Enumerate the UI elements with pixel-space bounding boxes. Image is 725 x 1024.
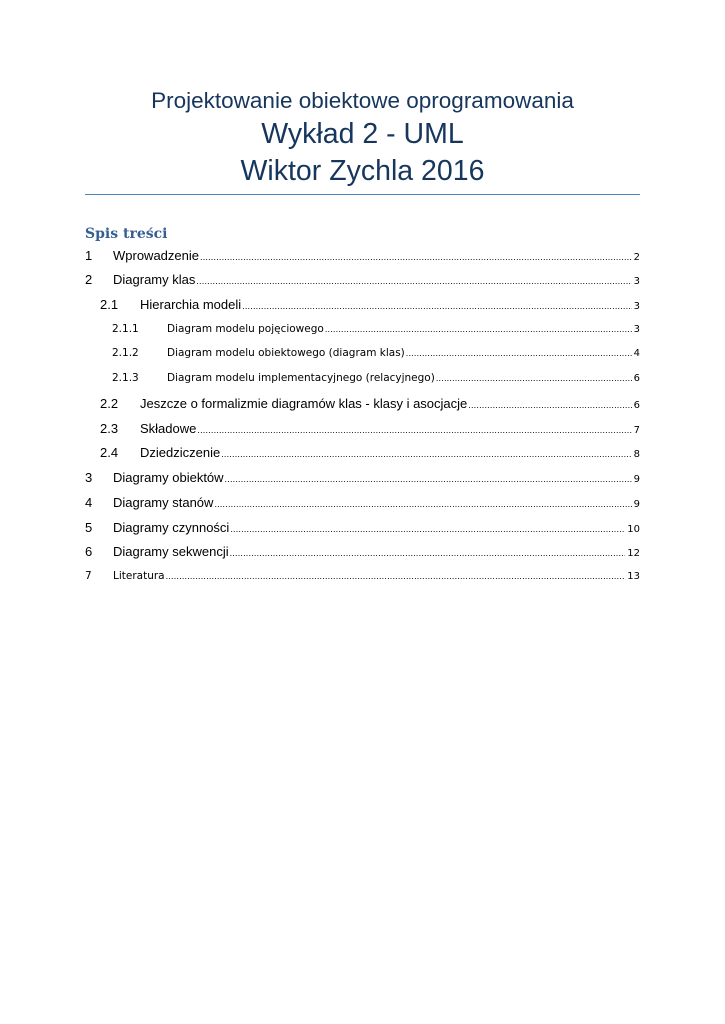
toc-entry-title: Diagram modelu obiektowego (diagram klas) <box>167 347 405 359</box>
toc-entry-number: 2.3 <box>100 421 119 436</box>
toc-entry-page: 3 <box>633 324 640 335</box>
toc-entry-2-3[interactable] <box>85 421 640 439</box>
toc-entry-title: Diagram modelu implementacyjnego (relacyjnego) <box>167 372 435 384</box>
toc-entry-5[interactable] <box>85 520 640 538</box>
toc-entry-title: Diagramy sekwencji <box>113 544 229 559</box>
toc-entry-page: 8 <box>633 449 640 460</box>
toc-entry-number: 2.1.2 <box>112 347 139 359</box>
toc-leader-dots <box>436 373 632 383</box>
toc-entry-title: Diagramy klas <box>113 272 196 287</box>
toc-entry-page: 3 <box>633 301 640 312</box>
toc-leader-dots <box>325 324 632 334</box>
toc-entry-title: Diagram modelu pojęciowego <box>167 323 324 335</box>
toc-entry-number: 7 <box>85 570 92 582</box>
toc-leader-dots <box>406 348 632 358</box>
toc-entry-6[interactable] <box>85 544 640 562</box>
toc-entry-page: 9 <box>633 499 640 510</box>
toc-entry-number: 3 <box>85 470 93 485</box>
toc-entry-number: 2.1.1 <box>112 323 139 335</box>
toc-leader-dots <box>197 425 631 435</box>
toc-entry-number: 2.4 <box>100 445 119 460</box>
toc-entry-number: 2.1.3 <box>112 372 139 384</box>
toc-entry-number: 6 <box>85 544 93 559</box>
toc-entry-title: Literatura <box>113 570 165 582</box>
toc-entry-2-1-2[interactable] <box>85 347 640 365</box>
toc-entry-title: Diagramy czynności <box>113 520 230 535</box>
title-course: Projektowanie obiektowe oprogramowania <box>151 88 574 113</box>
toc-entry-4[interactable] <box>85 495 640 513</box>
toc-entry-2[interactable] <box>85 272 640 290</box>
toc-heading: Spis treści <box>85 226 168 242</box>
toc-entry-number: 2.2 <box>100 396 119 411</box>
document-title <box>85 86 640 190</box>
toc-leader-dots <box>221 449 631 459</box>
toc-entry-page: 4 <box>633 348 640 359</box>
toc-entry-page: 7 <box>633 425 640 436</box>
toc-entry-page: 12 <box>627 548 640 559</box>
toc-entry-title: Hierarchia modeli <box>140 297 242 312</box>
toc-entry-page: 10 <box>627 524 640 535</box>
toc-entry-page: 2 <box>633 252 640 263</box>
toc-entry-title: Diagramy obiektów <box>113 470 224 485</box>
toc-entry-title: Dziedziczenie <box>140 445 221 460</box>
toc-entry-title: Składowe <box>140 421 197 436</box>
toc-entry-7[interactable] <box>85 570 640 588</box>
toc-entry-title: Wprowadzenie <box>113 248 199 263</box>
toc-entry-2-1-1[interactable] <box>85 323 640 341</box>
toc-entry-number: 2 <box>85 272 93 287</box>
toc-entry-page: 6 <box>633 400 640 411</box>
toc-entry-2-1[interactable] <box>85 297 640 315</box>
toc-entry-page: 9 <box>633 474 640 485</box>
title-divider <box>85 194 640 195</box>
toc-entry-1[interactable] <box>85 248 640 266</box>
toc-entry-page: 6 <box>633 373 640 384</box>
title-author: Wiktor Zychla 2016 <box>240 155 485 187</box>
toc-leader-dots <box>468 400 631 410</box>
toc-entry-number: 4 <box>85 495 93 510</box>
toc-entry-2-2[interactable] <box>85 396 640 414</box>
toc-entry-number: 5 <box>85 520 93 535</box>
toc-entry-2-4[interactable] <box>85 445 640 463</box>
toc-leader-dots <box>225 474 632 484</box>
toc-leader-dots <box>166 571 626 581</box>
toc-entry-2-1-3[interactable] <box>85 372 640 390</box>
toc-leader-dots <box>196 276 631 286</box>
toc-entry-page: 13 <box>627 571 640 582</box>
toc-leader-dots <box>242 301 631 311</box>
toc-leader-dots <box>214 499 631 509</box>
toc-entry-number: 1 <box>85 248 93 263</box>
toc-entry-title: Jeszcze o formalizmie diagramów klas - klasy i asocjacje <box>140 396 468 411</box>
toc-entry-number: 2.1 <box>100 297 119 312</box>
title-lecture: Wykład 2 - UML <box>261 118 464 150</box>
toc-entry-page: 3 <box>633 276 640 287</box>
toc-leader-dots <box>230 524 625 534</box>
toc-entry-3[interactable] <box>85 470 640 488</box>
toc-entry-title: Diagramy stanów <box>113 495 214 510</box>
toc-leader-dots <box>230 548 626 558</box>
toc-leader-dots <box>200 252 632 262</box>
